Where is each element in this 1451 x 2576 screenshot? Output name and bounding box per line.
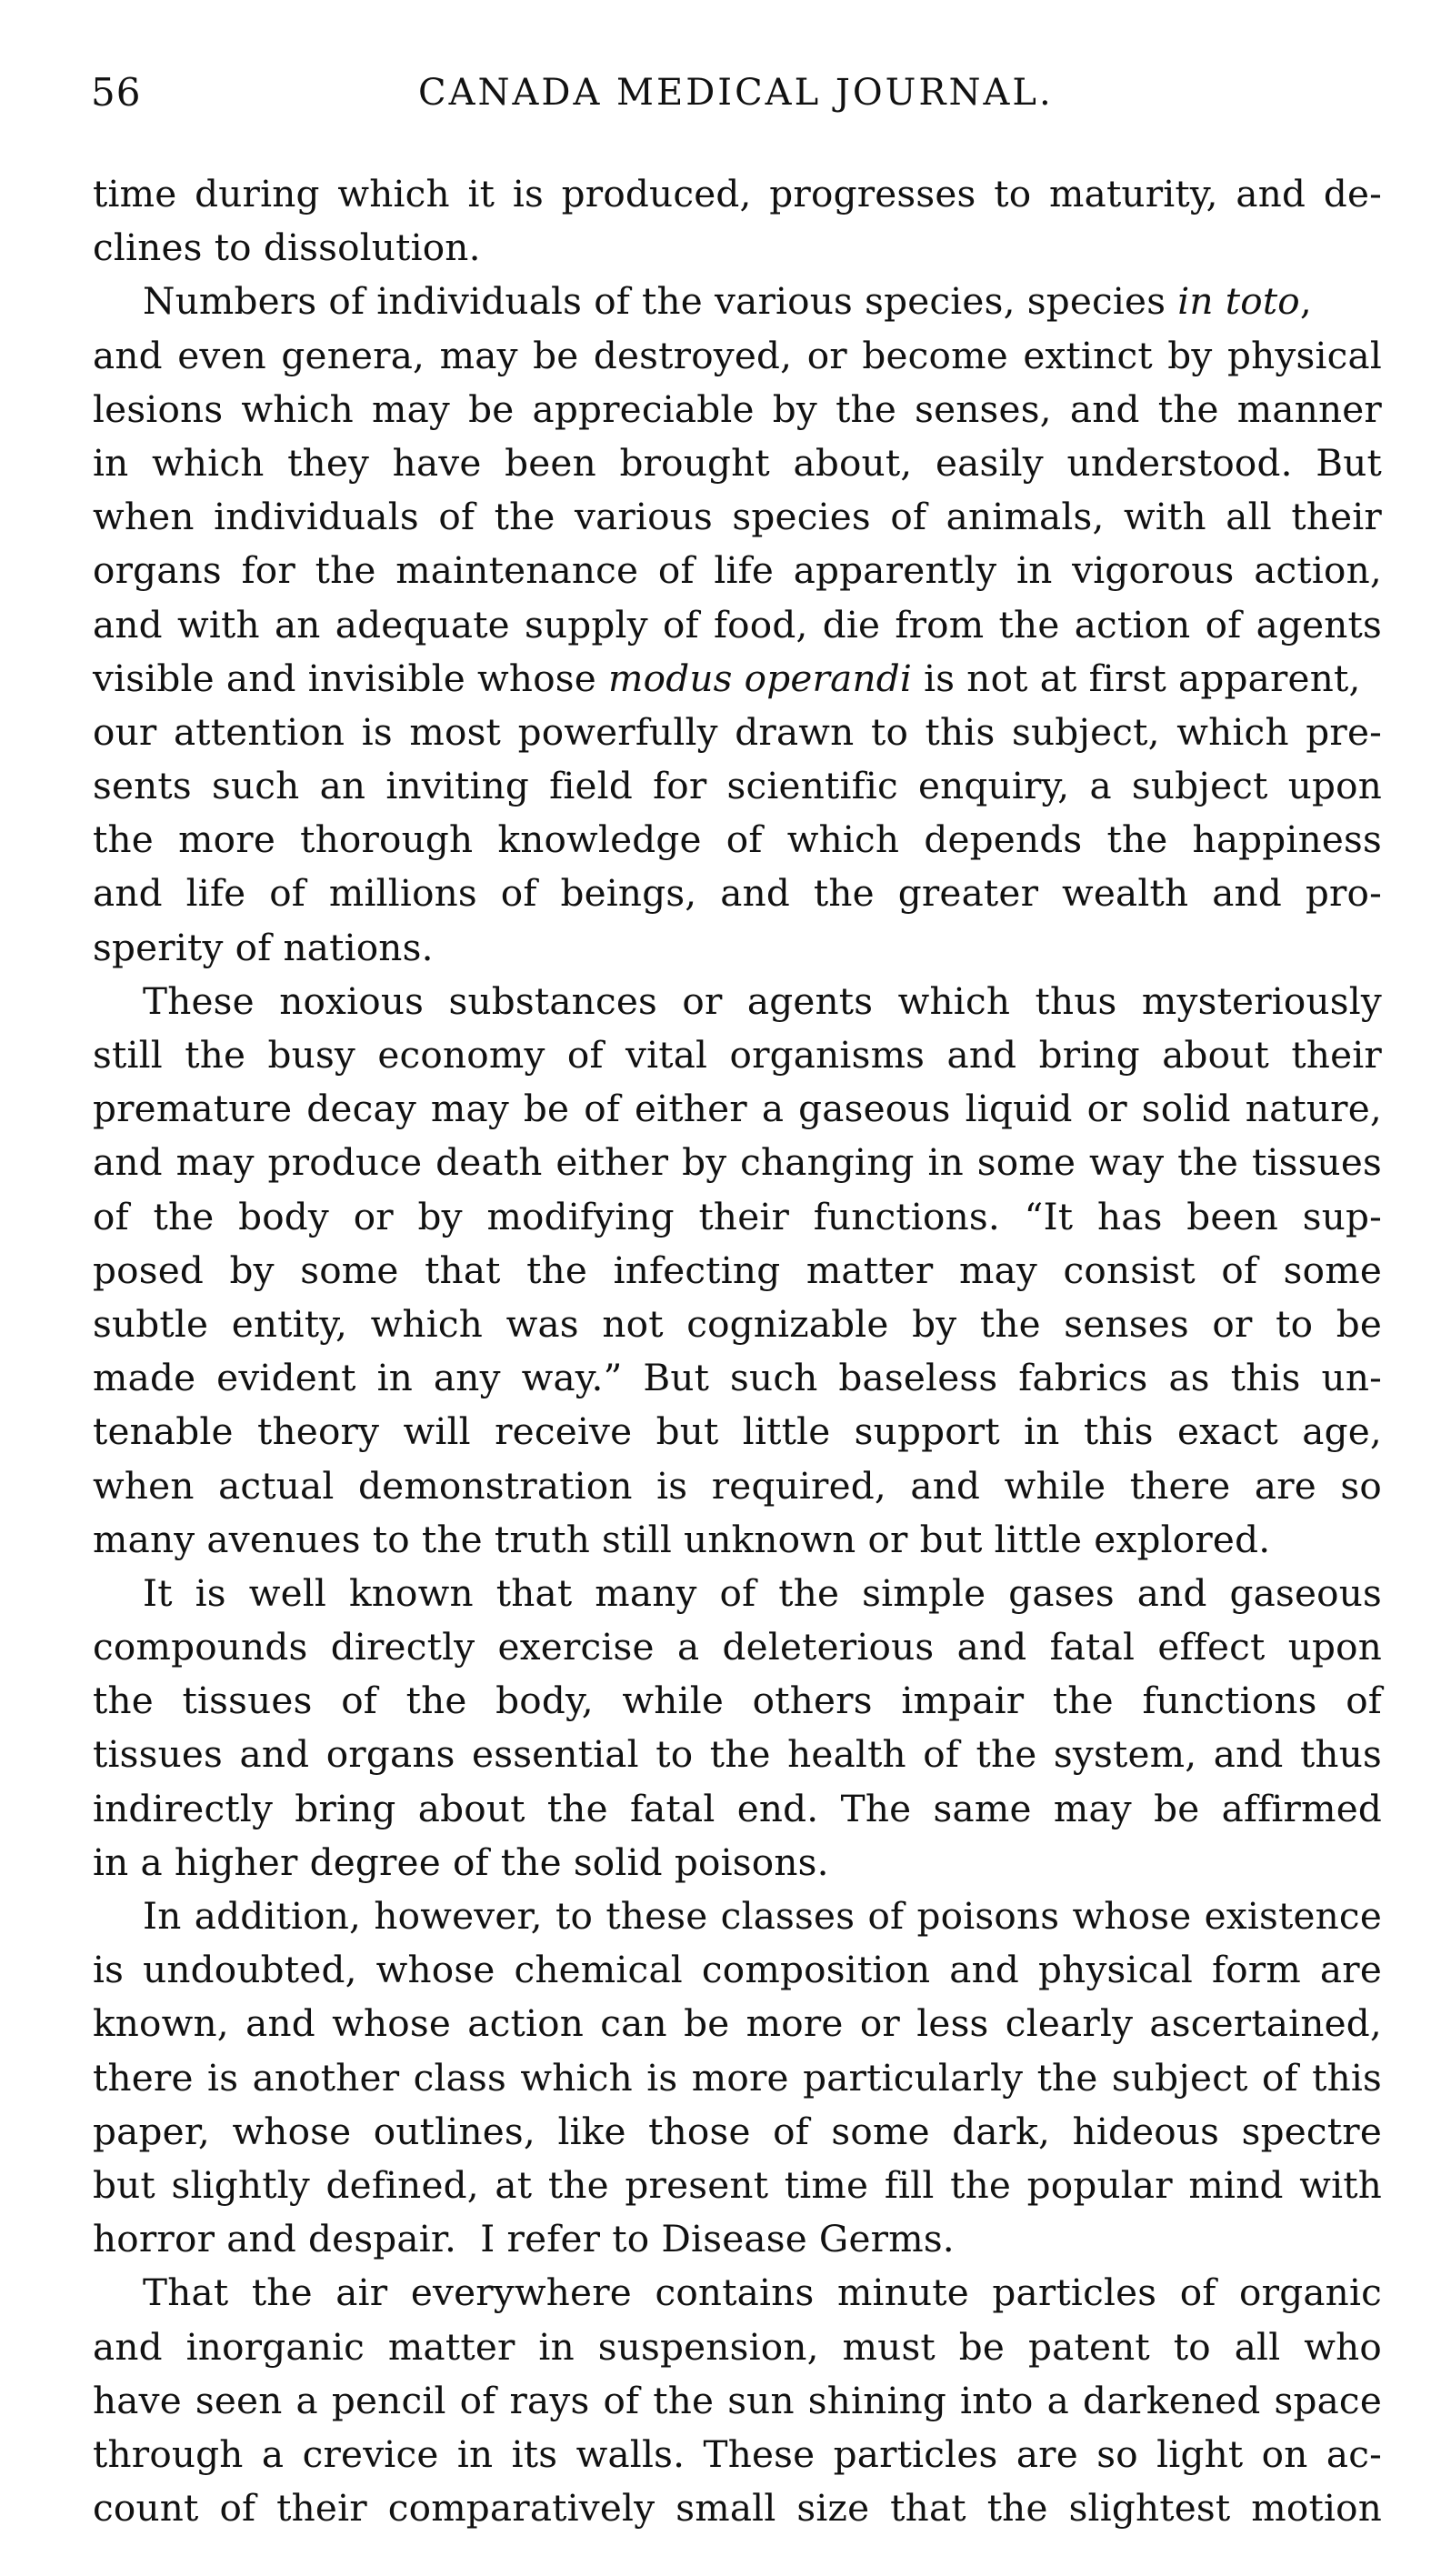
text-segment: Numbers of individuals of the various species, species [143,279,1178,324]
text-segment: many avenues to the truth still unknown or but little explored. [93,1517,1271,1561]
text-line [93,1620,1382,1674]
text-segment: compounds directly exercise a deleterious and fatal effect upon [93,1625,1382,1669]
text-segment: organs for the maintenance of life apparently in vigorous action, [93,548,1382,593]
text-line [93,867,1382,920]
text-line [93,1082,1382,1136]
text-line [93,1459,1382,1513]
text-line [93,759,1382,813]
text-segment: It is well known that many of the simple gases and gaseous [143,1570,1382,1615]
text-segment: is undoubted, whose chemical composition and physical form are [93,1948,1382,1992]
text-line [93,2428,1382,2481]
text-line [93,2159,1382,2212]
text-line [93,1513,1382,1567]
text-segment: known, and whose action can be more or less clearly ascertained, [93,2001,1382,2046]
text-segment: horror and despair. I refer to Disease Germs. [93,2217,955,2261]
text-line [93,2266,1382,2320]
text-line [93,383,1382,436]
text-line [93,1674,1382,1728]
text-segment: sperity of nations. [93,925,434,969]
text-segment: That the air everywhere contains minute particles of organic [143,2270,1382,2315]
text-segment: lesions which may be appreciable by the senses, and the manner [93,386,1382,431]
text-segment: indirectly bring about the fatal end. The same may be affirmed [93,1786,1382,1830]
text-segment: , [1299,279,1312,324]
text-line [93,1943,1382,1997]
text-line [93,1728,1382,1781]
text-line [93,2481,1382,2535]
italic-text-segment: in toto [1177,279,1300,324]
text-segment: and inorganic matter in suspension, must be patent to all who [93,2324,1382,2369]
text-segment: time during which it is produced, progresses to maturity, and de- [93,172,1382,216]
text-segment: is not at first apparent, [912,656,1361,700]
text-line [93,975,1382,1028]
text-line [93,1836,1382,1889]
page-number: 56 [91,70,142,115]
text-segment: of the body or by modifying their functions. “It has been sup- [93,1194,1382,1238]
text-line [93,329,1382,383]
text-line [93,1567,1382,1620]
text-segment: clines to dissolution. [93,226,481,270]
text-segment: in which they have been brought about, easily understood. But [93,440,1382,485]
text-line [93,1190,1382,1244]
journal-title: CANADA MEDICAL JOURNAL. [418,72,1054,114]
text-line [93,1298,1382,1351]
text-line [93,490,1382,544]
text-line [93,2212,1382,2266]
text-segment: the more thorough knowledge of which depends the happiness [93,817,1382,862]
italic-text-segment: modus operandi [608,656,913,700]
text-segment: premature decay may be of either a gaseous liquid or solid nature, [93,1087,1382,1131]
text-segment: still the busy economy of vital organisms and bring about their [93,1033,1382,1077]
text-line [93,2320,1382,2374]
text-segment: posed by some that the infecting matter may consist of some [93,1248,1382,1292]
text-line [93,2051,1382,2105]
text-line [93,813,1382,867]
text-segment: made evident in any way.” But such baseless fabrics as this un- [93,1356,1382,1400]
running-head [91,65,1382,129]
text-line [93,167,1382,221]
text-segment: when individuals of the various species of animals, with all their [93,495,1382,539]
text-line [93,2374,1382,2428]
text-line [93,221,1382,275]
text-segment: the tissues of the body, while others impair the functions of [93,1679,1382,1723]
text-segment: our attention is most powerfully drawn to this subject, which pre- [93,709,1382,754]
text-segment: there is another class which is more particularly the subject of this [93,2055,1382,2100]
text-segment: tenable theory will receive but little support in this exact age, [93,1409,1382,1454]
text-line [93,436,1382,490]
text-segment: These noxious substances or agents which thus mysteriously [143,978,1382,1023]
text-segment: and may produce death either by changing in some way the tissues [93,1140,1382,1185]
text-line [93,1136,1382,1189]
text-segment: and life of millions of beings, and the greater wealth and pro- [93,871,1382,916]
text-line [93,1244,1382,1298]
text-line [93,921,1382,975]
text-line [93,706,1382,759]
text-segment: in a higher degree of the solid poisons. [93,1839,829,1884]
text-line [93,544,1382,597]
text-segment: count of their comparatively small size that the slightest motion [93,2486,1382,2531]
text-line [93,1782,1382,1836]
text-segment: through a crevice in its walls. These particles are so light on ac- [93,2431,1382,2476]
text-segment: and with an adequate supply of food, die from the action of agents [93,602,1382,647]
text-line [93,1997,1382,2050]
text-line [93,275,1382,328]
text-segment: tissues and organs essential to the health of the system, and thus [93,1732,1382,1777]
text-line [93,1405,1382,1458]
text-line [93,652,1382,706]
text-segment: visible and invisible whose [93,656,609,700]
text-segment: subtle entity, which was not cognizable by the senses or to be [93,1301,1382,1346]
text-line [93,598,1382,652]
text-segment: when actual demonstration is required, and while there are so [93,1463,1382,1508]
text-line [93,1889,1382,1943]
text-line [93,1351,1382,1405]
text-line [93,1028,1382,1082]
text-segment: and even genera, may be destroyed, or become extinct by physical [93,333,1382,377]
text-line [93,2105,1382,2159]
text-segment: paper, whose outlines, like those of some dark, hideous spectre [93,2109,1382,2153]
text-segment: In addition, however, to these classes of poisons whose existence [143,1894,1382,1938]
text-segment: sents such an inviting field for scientific enquiry, a subject upon [93,764,1382,808]
body-text [93,167,1382,2535]
text-segment: but slightly defined, at the present time fill the popular mind with [93,2162,1382,2207]
text-segment: have seen a pencil of rays of the sun shining into a darkened space [93,2378,1382,2422]
